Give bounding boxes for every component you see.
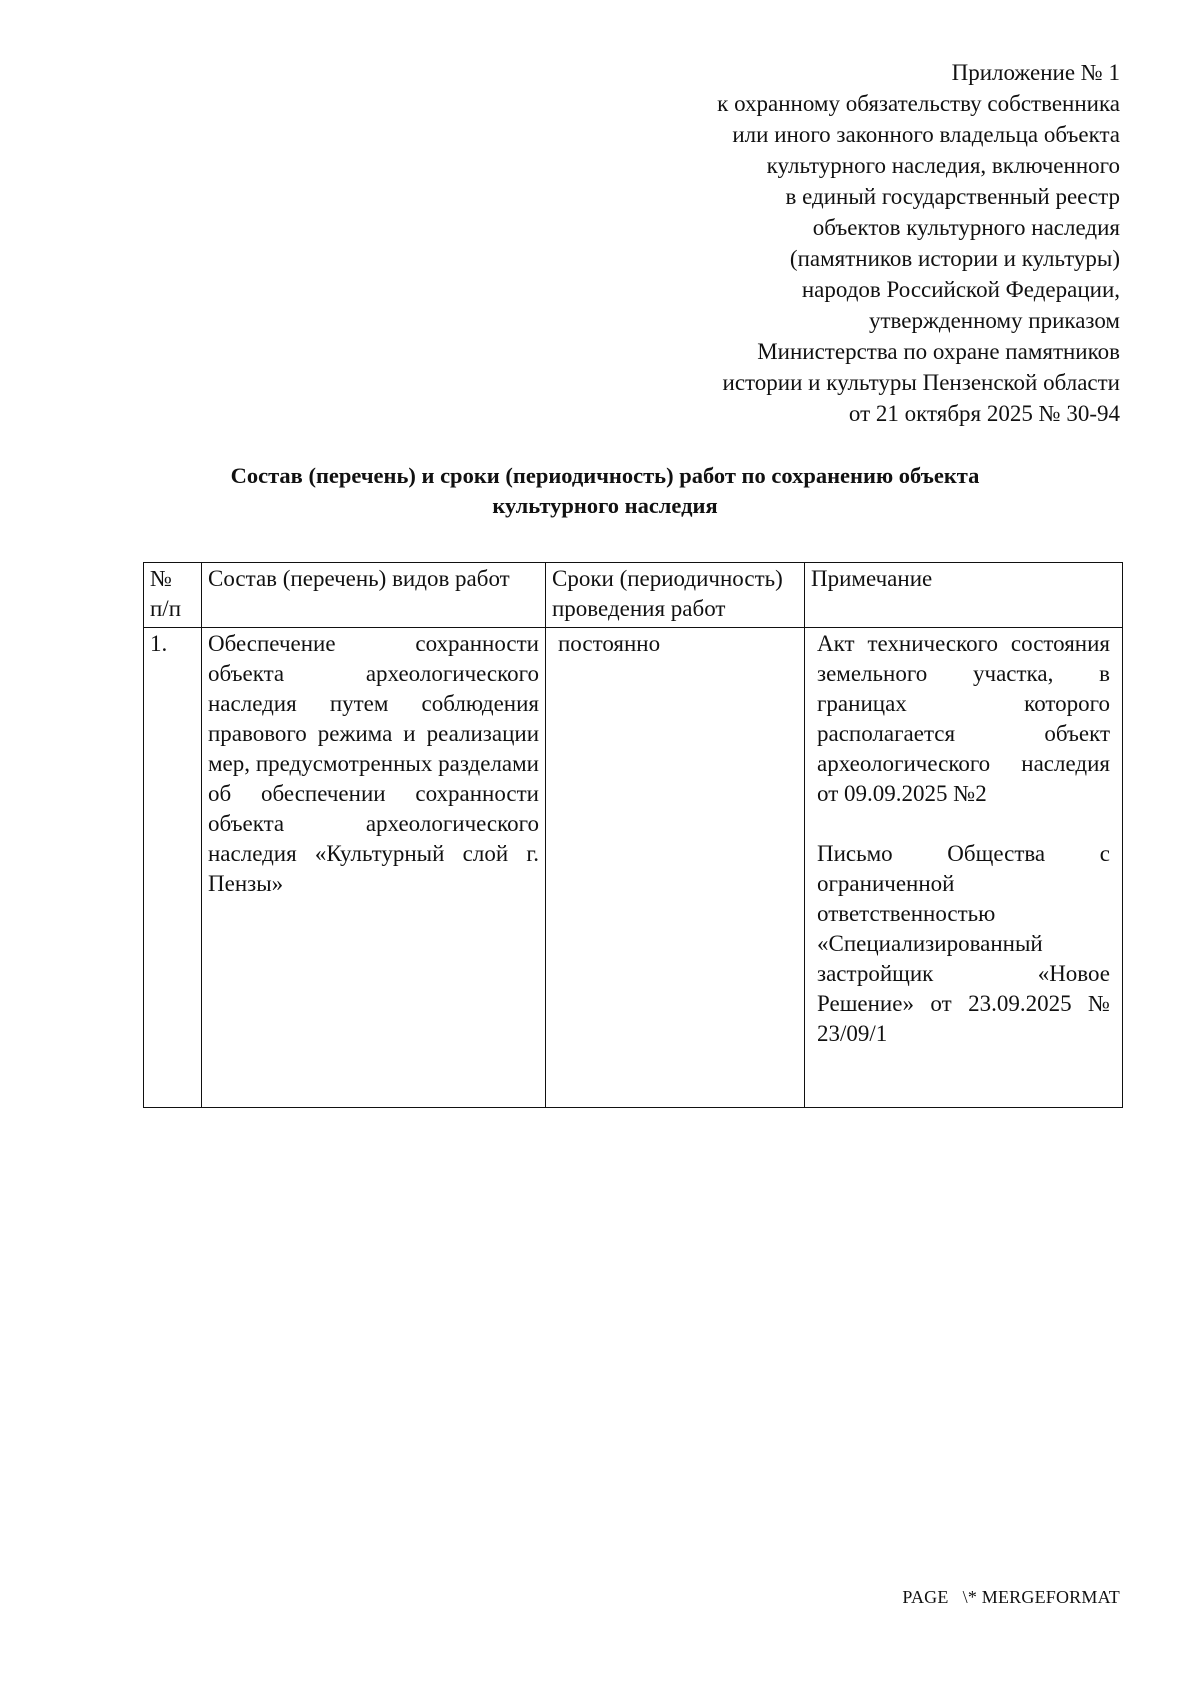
appendix-line: утвержденному приказом [869,308,1120,333]
appendix-line: или иного законного владельца объекта [732,122,1120,147]
row-note [805,628,1123,1108]
note-paragraph-letter: Письмо Общества с ограниченной ответственностью «Специализированный застройщик «Новое Решение» от 23.09.2025 № 23/09/1 [817,841,1110,1046]
appendix-line: к охранному обязательству собственника [717,91,1120,116]
appendix-line: Приложение № 1 [951,60,1120,85]
row-term: постоянно [546,628,805,1108]
appendix-line: истории и культуры Пензенской области [722,370,1120,395]
note-paragraph-act: Акт технического состояния земельного участка, в границах которого располагается объект археологического наследия от 09.09.2025 №2 [817,631,1110,806]
appendix-line: народов Российской Федерации, [801,277,1120,302]
appendix-line: от 21 октября 2025 № 30-94 [848,401,1120,426]
header-term: Сроки (периодичность) проведения работ [546,563,805,628]
header-works: Состав (перечень) видов работ [202,563,546,628]
header-num: № п/п [144,563,202,628]
appendix-line: в единый государственный реестр [785,184,1120,209]
document-title [140,461,1070,521]
appendix-line: культурного наследия, включенного [766,153,1120,178]
document-title-line-1: Состав (перечень) и сроки (периодичность) работ по сохранению объекта [230,463,980,488]
appendix-header [600,57,1120,429]
appendix-line: Министерства по охране памятников [757,339,1120,364]
works-table [143,562,1123,1108]
header-note: Примечание [805,563,1123,628]
page-number-field: PAGE \* MERGEFORMAT [902,1587,1120,1607]
appendix-line: (памятников истории и культуры) [789,246,1120,271]
row-works: Обеспечение сохранности объекта археологического наследия путем соблюдения правового режима и реализации мер, предусмотренных разделами об обеспечении сохранности объекта археологического наследия «Культурный слой г. Пензы» [202,628,546,1108]
appendix-line: объектов культурного наследия [812,215,1120,240]
table-row [144,628,1123,1108]
document-title-line-2: культурного наследия [492,493,718,518]
table-header-row [144,563,1123,628]
row-num: 1. [144,628,202,1108]
